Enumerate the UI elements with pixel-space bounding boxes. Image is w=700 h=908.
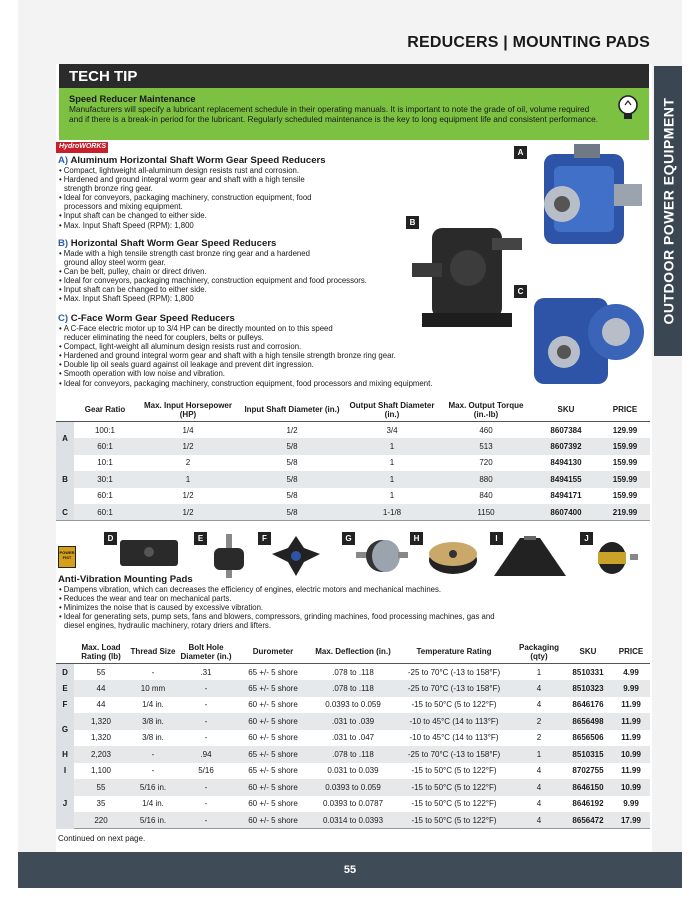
cell-ratio: 100:1 [94, 425, 116, 435]
cell-thread: - [151, 766, 155, 776]
cell-bolt: 5/16 [198, 766, 214, 776]
cell-sku: 8510323 [564, 680, 612, 697]
cell-duro: 60 +/- 5 shore [248, 799, 298, 809]
col-header: Gear Ratio [74, 400, 136, 422]
cell-qty: 4 [536, 766, 542, 776]
cell-price: 159.99 [600, 471, 650, 488]
group-label: I [56, 763, 74, 780]
cell-thread: 5/16 in. [128, 779, 178, 796]
power-fist-logo-text: POWER FIST [59, 550, 75, 560]
cell-load: 44 [96, 700, 106, 710]
table-row [56, 471, 650, 488]
side-category-band [654, 66, 682, 356]
pad-e-image [208, 534, 250, 578]
cell-temp: -10 to 45°C (14 to 113°F) [409, 733, 499, 743]
cell-sku: 8646192 [572, 799, 604, 809]
col-header: PRICE [612, 642, 650, 664]
cell-temp: -15 to 50°C (5 to 122°F) [411, 700, 497, 710]
cell-temp: -15 to 50°C (5 to 122°F) [394, 812, 514, 829]
cell-defl: 0.0393 to 0.0787 [322, 799, 384, 809]
cell-thread: - [151, 667, 155, 677]
mounting-pad-table [56, 642, 650, 829]
cell-bolt: - [204, 700, 208, 710]
image-label-g: G [342, 532, 355, 545]
cell-sku: 8656472 [564, 812, 612, 829]
cell-sku: 8494155 [532, 471, 600, 488]
cell-sku: 8646150 [564, 779, 612, 796]
section-a-bullet: • Compact, lightweight all-aluminum design resists rust and corrosion. [58, 166, 508, 175]
cell-temp: -25 to 70°C (-13 to 158°F) [394, 680, 514, 697]
section-c-bullet: • A C-Face electric motor up to 3/4 HP can be directly mounted on to this speed reducer eliminating the need for couplers, belts or pulleys. [58, 324, 358, 342]
section-c-bullet: • Ideal for conveyors, packaging machinery, construction equipment, food processors and mixing equipment. [58, 379, 508, 388]
cell-torque: 513 [440, 438, 532, 455]
cell-load: 55 [74, 779, 128, 796]
col-header: Bolt Hole Diameter (in.) [178, 642, 234, 664]
cell-in: 5/8 [240, 438, 344, 455]
col-header: Max. Input Horsepower (HP) [136, 400, 240, 422]
image-label-f: F [258, 532, 271, 545]
cell-load: 2,203 [74, 746, 128, 763]
cell-in: 1/2 [286, 425, 298, 435]
cell-bolt: .31 [200, 667, 212, 677]
section-a-title: Aluminum Horizontal Shaft Worm Gear Speed Reducers [70, 155, 326, 166]
cell-load: 55 [96, 667, 106, 677]
pad-g-image [356, 536, 408, 576]
cell-load: 44 [74, 680, 128, 697]
cell-duro: 60 +/- 5 shore [234, 812, 312, 829]
cell-price: 159.99 [600, 438, 650, 455]
table-row [56, 746, 650, 763]
pad-f-image [270, 534, 322, 578]
table-row [56, 422, 650, 439]
cell-qty: 4 [536, 700, 542, 710]
section-b-bullet: • Max. Input Shaft Speed (RPM): 1,800 [58, 294, 428, 303]
table-row [56, 730, 650, 747]
cell-defl: .031 to .039 [312, 713, 394, 730]
section-a-bullet: • Input shaft can be changed to either side. [58, 211, 508, 220]
cell-sku: 8607384 [550, 425, 582, 435]
section-c-bullet: • Double lip oil seals guard against oil leakage and prevent dirt ingression. [58, 360, 508, 369]
cell-sku: 8510315 [564, 746, 612, 763]
cell-ratio: 10:1 [97, 458, 113, 468]
side-category-text: OUTDOOR POWER EQUIPMENT [660, 97, 677, 325]
pad-j-image [586, 538, 638, 578]
cell-thread: - [128, 746, 178, 763]
continued-note: Continued on next page. [58, 834, 146, 843]
tech-tip-heading: TECH TIP [59, 64, 649, 88]
cell-duro: 60 +/- 5 shore [234, 713, 312, 730]
cell-sku: 8494130 [550, 458, 582, 468]
col-header: Input Shaft Diameter (in.) [240, 400, 344, 422]
col-header: Packaging (qty) [514, 642, 564, 664]
cell-duro: 65 +/- 5 shore [234, 746, 312, 763]
reducer-b-image [412, 218, 522, 334]
section-a-bullet: • Max. Input Shaft Speed (RPM): 1,800 [58, 221, 508, 230]
cell-torque: 460 [479, 425, 493, 435]
cell-sku: 8494171 [550, 491, 582, 501]
group-label: H [56, 746, 74, 763]
cell-hp: 1/2 [182, 491, 194, 501]
cell-qty: 2 [536, 733, 542, 743]
cell-bolt: - [178, 713, 234, 730]
cell-bolt: - [204, 733, 208, 743]
cell-qty: 4 [536, 799, 542, 809]
cell-qty: 2 [514, 713, 564, 730]
table-row [56, 438, 650, 455]
cell-temp: -15 to 50°C (5 to 122°F) [394, 779, 514, 796]
cell-bolt: - [178, 680, 234, 697]
col-header: Output Shaft Diameter (in.) [344, 400, 440, 422]
hydroworks-logo: HydroWORKS [56, 142, 108, 153]
cell-thread: 10 mm [128, 680, 178, 697]
group-label: J [56, 779, 74, 829]
table-row [56, 488, 650, 505]
cell-duro: 65 +/- 5 shore [234, 680, 312, 697]
cell-load: 1,320 [90, 733, 112, 743]
pads-bullet: • Ideal for generating sets, pump sets, fans and blowers, compressors, grinding machines, food processing machines, gas and diesel engines, hydraulic machinery, rotary driers and lifters. [58, 612, 498, 630]
table-row [56, 796, 650, 813]
image-label-a: A [514, 146, 527, 159]
section-a-bullet: • Hardened and ground integral worm gear and shaft with a high tensile strength bronze ring gear. [58, 175, 308, 193]
cell-duro: 65 +/- 5 shore [248, 667, 298, 677]
pad-h-image [426, 536, 480, 576]
reducer-table [56, 400, 650, 521]
image-label-b: B [406, 216, 419, 229]
image-label-i: I [490, 532, 503, 545]
section-b-bullet: • Input shaft can be changed to either side. [58, 285, 428, 294]
col-header: SKU [564, 642, 612, 664]
cell-hp: 2 [185, 458, 191, 468]
group-label: C [56, 504, 74, 521]
group-label: A [56, 422, 74, 455]
cell-price: 9.99 [612, 680, 650, 697]
table-row [56, 779, 650, 796]
section-c-bullet: • Hardened and ground integral worm gear and shaft with a high tensile strength bronze ring gear. [58, 351, 508, 360]
tech-tip-text: Manufacturers will specify a lubricant replacement schedule in their operating manuals. It is important to note the grade of oil, volume required and if there is a break-in period for the lubricant. Regularly scheduled maintenance is the key to long equipment life and consistent performance. [69, 104, 598, 124]
cell-qty: 1 [536, 667, 542, 677]
section-b [58, 238, 428, 304]
cell-in: 5/8 [240, 504, 344, 521]
cell-in: 5/8 [286, 491, 298, 501]
lightbulb-icon [615, 93, 641, 123]
cell-defl: 0.0393 to 0.059 [312, 779, 394, 796]
pad-d-image [118, 534, 180, 570]
group-label: F [56, 697, 74, 714]
col-header: Max. Output Torque (in.-lb) [440, 400, 532, 422]
table-row [56, 664, 650, 681]
section-b-heading [58, 238, 428, 249]
cell-thread: 3/8 in. [128, 713, 178, 730]
image-label-h: H [410, 532, 423, 545]
cell-price: 129.99 [612, 425, 638, 435]
cell-ratio: 60:1 [74, 438, 136, 455]
cell-defl: 0.0314 to 0.0393 [312, 812, 394, 829]
section-b-bullet: • Can be belt, pulley, chain or direct driven. [58, 267, 428, 276]
cell-load: 1,100 [90, 766, 112, 776]
cell-thread: 1/4 in. [142, 799, 164, 809]
cell-sku: 8656506 [572, 733, 604, 743]
cell-sku: 8607400 [532, 504, 600, 521]
cell-price: 159.99 [612, 491, 638, 501]
cell-out: 1 [344, 438, 440, 455]
table-row [56, 455, 650, 472]
cell-hp: 1/2 [136, 438, 240, 455]
section-c-title: C-Face Worm Gear Speed Reducers [70, 313, 235, 324]
section-b-title: Horizontal Shaft Worm Gear Speed Reducers [70, 238, 277, 249]
cell-qty: 1 [514, 746, 564, 763]
section-a-letter: A) [58, 155, 69, 166]
cell-torque: 720 [479, 458, 493, 468]
cell-thread: 5/16 in. [128, 812, 178, 829]
group-label: B [56, 455, 74, 505]
group-label: E [56, 680, 74, 697]
cell-bolt: - [204, 799, 208, 809]
cell-torque: 1150 [440, 504, 532, 521]
cell-temp: -10 to 45°C (14 to 113°F) [394, 713, 514, 730]
table-row [56, 812, 650, 829]
cell-sku: 8656498 [564, 713, 612, 730]
reducer-a-image [524, 144, 646, 256]
cell-ratio: 60:1 [74, 504, 136, 521]
cell-price: 10.99 [612, 779, 650, 796]
reducer-c-image [524, 286, 646, 396]
section-c-bullet: • Smooth operation with low noise and vibration. [58, 369, 508, 378]
cell-price: 4.99 [623, 667, 639, 677]
cell-price: 10.99 [612, 746, 650, 763]
cell-price: 17.99 [612, 812, 650, 829]
cell-sku: 8702755 [572, 766, 604, 776]
cell-load: 220 [74, 812, 128, 829]
tech-tip-title: Speed Reducer Maintenance [69, 94, 196, 104]
group-label: D [56, 664, 74, 681]
cell-load: 35 [96, 799, 106, 809]
cell-bolt: - [178, 812, 234, 829]
table-row [56, 763, 650, 780]
pads-heading: Anti-Vibration Mounting Pads [58, 574, 193, 585]
power-fist-logo [58, 546, 76, 568]
cell-defl: .078 to .118 [312, 680, 394, 697]
pads-section [58, 574, 518, 630]
cell-price: 11.99 [621, 766, 641, 776]
cell-temp: -15 to 50°C (5 to 122°F) [411, 766, 497, 776]
cell-price: 9.99 [623, 799, 639, 809]
pads-bullet: • Minimizes the noise that is caused by excessive vibration. [58, 603, 518, 612]
footer-page-number: 55 [18, 852, 682, 888]
pads-bullet: • Reduces the wear and tear on mechanical parts. [58, 594, 518, 603]
section-b-letter: B) [58, 238, 69, 249]
cell-temp: -15 to 50°C (5 to 122°F) [411, 799, 497, 809]
col-header: Max. Deflection (in.) [312, 642, 394, 664]
section-c-bullet: • Compact, light-weight all aluminum design resists rust and corrosion. [58, 342, 508, 351]
content-area [56, 64, 652, 852]
cell-defl: .078 to .118 [312, 746, 394, 763]
cell-defl: .031 to .047 [331, 733, 375, 743]
cell-out: 1 [344, 471, 440, 488]
col-header: Temperature Rating [394, 642, 514, 664]
tech-tip-body [59, 88, 649, 140]
cell-price: 219.99 [600, 504, 650, 521]
col-header: PRICE [600, 400, 650, 422]
cell-in: 5/8 [286, 458, 298, 468]
cell-duro: 60 +/- 5 shore [234, 779, 312, 796]
group-label: G [56, 713, 74, 746]
cell-out: 1-1/8 [344, 504, 440, 521]
cell-ratio: 30:1 [74, 471, 136, 488]
image-label-e: E [194, 532, 207, 545]
col-header: Thread Size [128, 642, 178, 664]
cell-bolt: - [178, 779, 234, 796]
cell-price: 159.99 [612, 458, 638, 468]
cell-hp: 1/4 [182, 425, 194, 435]
cell-defl: .078 to .118 [332, 667, 374, 677]
cell-bolt: .94 [178, 746, 234, 763]
cell-sku: 8510331 [572, 667, 604, 677]
cell-torque: 880 [440, 471, 532, 488]
cell-price: 11.99 [612, 713, 650, 730]
cell-price: 11.99 [621, 733, 641, 743]
cell-out: 1 [389, 491, 395, 501]
cell-duro: 65 +/- 5 shore [248, 766, 298, 776]
image-label-c: C [514, 285, 527, 298]
image-label-d: D [104, 532, 117, 545]
cell-duro: 60 +/- 5 shore [248, 733, 298, 743]
cell-defl: 0.0393 to 0.059 [325, 700, 381, 710]
section-a-bullet: • Ideal for conveyors, packaging machinery, construction equipment, food processors and mixing equipment. [58, 193, 348, 211]
cell-qty: 4 [514, 779, 564, 796]
table-row [56, 697, 650, 714]
table-row [56, 504, 650, 521]
table-row [56, 713, 650, 730]
section-b-bullet: • Ideal for conveyors, packaging machinery, construction equipment and food processors. [58, 276, 428, 285]
col-header: Max. Load Rating (lb) [74, 642, 128, 664]
table-row [56, 680, 650, 697]
cell-out: 3/4 [386, 425, 398, 435]
cell-sku: 8607392 [532, 438, 600, 455]
cell-price: 11.99 [621, 700, 641, 710]
section-b-bullet: • Made with a high tensile strength cast bronze ring gear and a hardened ground alloy steel worm gear. [58, 249, 318, 267]
cell-hp: 1/2 [136, 504, 240, 521]
cell-thread: 3/8 in. [142, 733, 164, 743]
cell-ratio: 60:1 [97, 491, 113, 501]
col-header: Durometer [234, 642, 312, 664]
cell-in: 5/8 [240, 471, 344, 488]
cell-sku: 8646176 [572, 700, 604, 710]
cell-hp: 1 [136, 471, 240, 488]
pads-bullet: • Dampens vibration, which can decreases the efficiency of engines, electric motors and mechanical machines. [58, 585, 518, 594]
page-title: REDUCERS | MOUNTING PADS [407, 34, 650, 51]
cell-duro: 60 +/- 5 shore [248, 700, 298, 710]
cell-qty: 4 [514, 812, 564, 829]
image-label-j: J [580, 532, 593, 545]
section-c-letter: C) [58, 313, 69, 324]
cell-qty: 4 [514, 680, 564, 697]
cell-temp: -25 to 70°C (-13 to 158°F) [394, 746, 514, 763]
col-header: SKU [532, 400, 600, 422]
cell-thread: 1/4 in. [142, 700, 164, 710]
cell-temp: -25 to 70°C (-13 to 158°F) [407, 667, 501, 677]
cell-defl: 0.031 to 0.039 [327, 766, 379, 776]
cell-out: 1 [389, 458, 395, 468]
cell-torque: 840 [479, 491, 493, 501]
cell-load: 1,320 [74, 713, 128, 730]
section-a-heading [58, 155, 508, 166]
